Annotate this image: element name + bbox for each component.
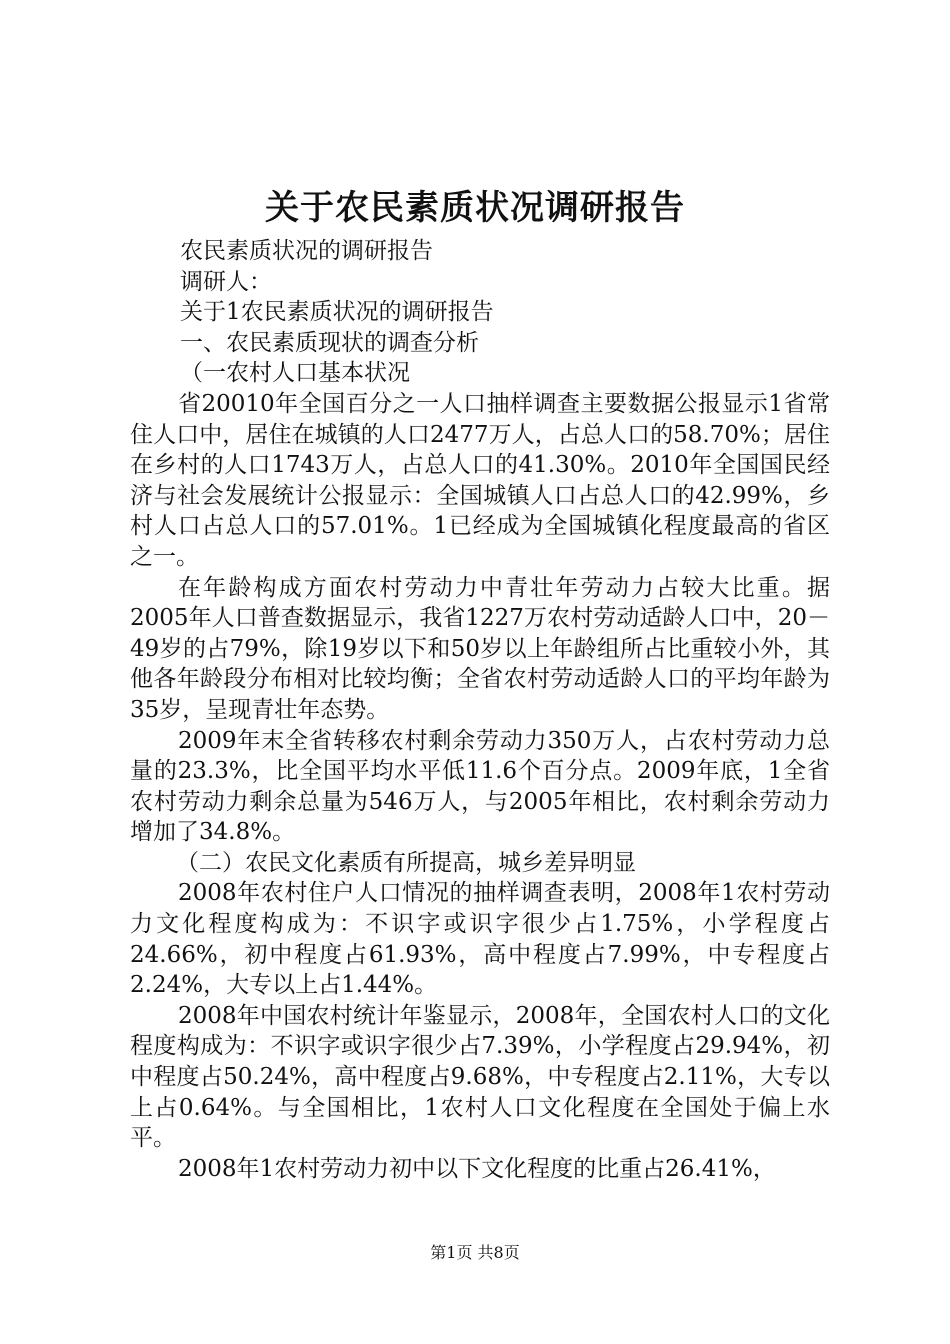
document-body	[130, 236, 830, 1184]
report-subtitle: 农民素质状况的调研报告	[180, 238, 433, 264]
paragraph: 2009年末全省转移农村剩余劳动力350万人，占农村劳动力总量的23.3%，比全国平均水平低11.6个百分点。2009年底，1全省农村劳动力剩余总量为546万人，与2005年相比，农村剩余劳动力增加了34.8%。	[130, 727, 830, 846]
paragraph: 2008年1农村劳动力初中以下文化程度的比重占26.41%，	[178, 1155, 776, 1182]
subsection-heading-2: （二）农民文化素质有所提高，城乡差异明显	[176, 849, 636, 876]
section-heading-1: 一、农民素质现状的调查分析	[180, 329, 479, 356]
paragraph: 2008年农村住户人口情况的抽样调查表明，2008年1农村劳动力文化程度构成为：不识字或识字很少占1.75%，小学程度占24.66%，初中程度占61.93%，高中程度占7.99%，中专程度占2.24%，大专以上占1.44%。	[130, 880, 830, 999]
page-footer: 第1页 共8页	[430, 1243, 520, 1262]
paragraph: 2008年中国农村统计年鉴显示，2008年，全国农村人口的文化程度构成为：不识字或识字很少占7.39%，小学程度占29.94%，初中程度占50.24%，高中程度占9.68%，中专程度占2.11%，大专以上占0.64%。与全国相比，1农村人口文化程度在全国处于偏上水平。	[130, 1002, 830, 1152]
subsection-heading-1: （一农村人口基本状况	[180, 360, 410, 387]
paragraph: 在年龄构成方面农村劳动力中青壮年劳动力占较大比重。据2005年人口普查数据显示，我省1227万农村劳动适龄人口中，20－49岁的占79%，除19岁以下和50岁以上年龄组所占比重较小外，其他各年龄段分布相对比较均衡；全省农村劳动适龄人口的平均年龄为35岁，呈现青壮年态势。	[130, 574, 830, 723]
report-heading: 关于1农民素质状况的调研报告	[180, 299, 494, 326]
paragraph: 省20010年全国百分之一人口抽样调查主要数据公报显示1省常住人口中，居住在城镇的人口2477万人，占总人口的58.70%；居住在乡村的人口1743万人，占总人口的41.30%。2010年全国国民经济与社会发展统计公报显示：全国城镇人口占总人口的42.99%，乡村人口占总人口的57.01%。1已经成为全国城镇化程度最高的省区之一。	[130, 390, 830, 570]
researcher-line: 调研人：	[180, 268, 272, 295]
document-title: 关于农民素质状况调研报告	[265, 188, 685, 228]
